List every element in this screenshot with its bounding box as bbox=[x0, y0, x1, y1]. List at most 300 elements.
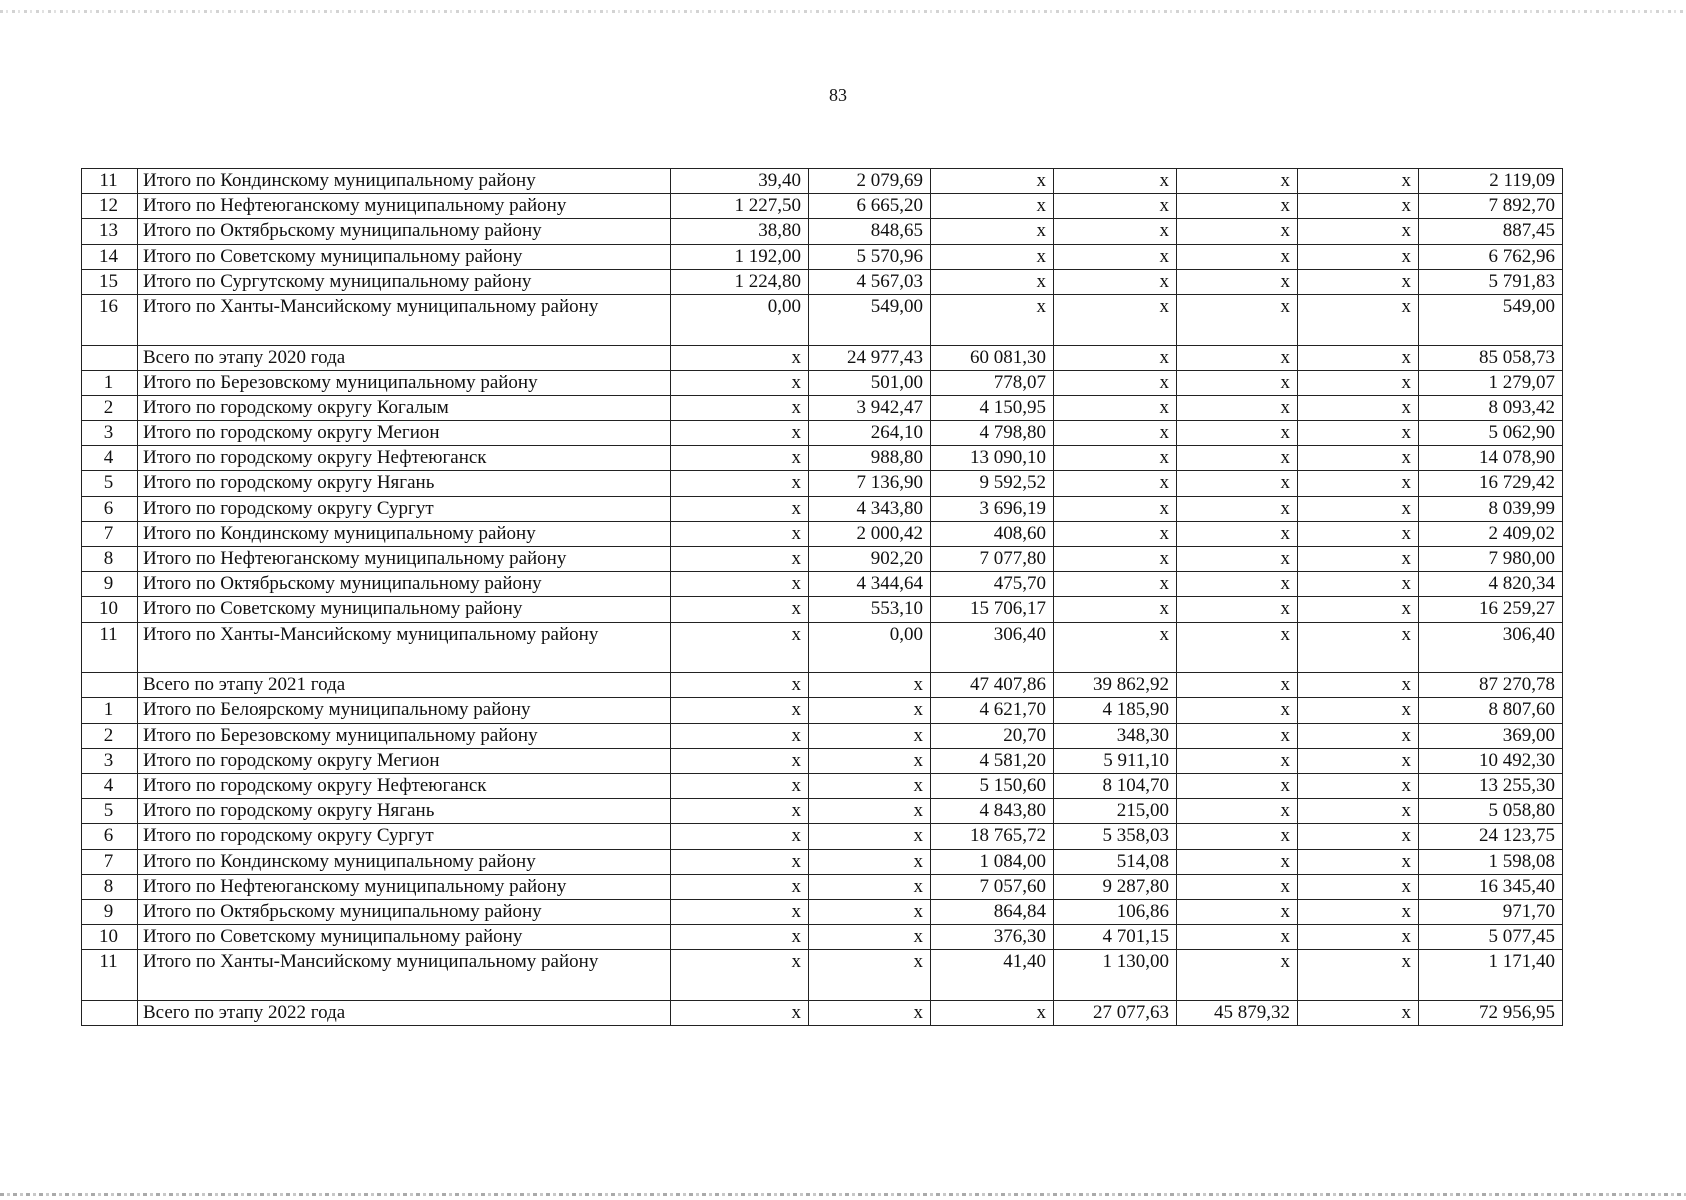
page-number: 83 bbox=[829, 85, 847, 105]
value-cell-4: х bbox=[1054, 547, 1177, 572]
value-cell-5: х bbox=[1177, 673, 1298, 698]
value-cell-3: 20,70 bbox=[931, 723, 1054, 748]
value-cell-2: 2 079,69 bbox=[809, 169, 931, 194]
value-cell-4: х bbox=[1054, 471, 1177, 496]
value-cell-4: 348,30 bbox=[1054, 723, 1177, 748]
value-cell-4: х bbox=[1054, 521, 1177, 546]
value-cell-1: х bbox=[671, 748, 809, 773]
row-name-cell: Итого по Сургутскому муниципальному району bbox=[138, 269, 671, 294]
value-cell-3: х bbox=[931, 244, 1054, 269]
total-cell: 7 980,00 bbox=[1419, 547, 1563, 572]
value-cell-1: 1 227,50 bbox=[671, 194, 809, 219]
table-row bbox=[82, 925, 1563, 950]
value-cell-4: 5 358,03 bbox=[1054, 824, 1177, 849]
value-cell-6: х bbox=[1298, 925, 1419, 950]
value-cell-6: х bbox=[1298, 597, 1419, 622]
row-name-cell: Итого по Советскому муниципальному району bbox=[138, 244, 671, 269]
value-cell-5: х bbox=[1177, 799, 1298, 824]
value-cell-5: х bbox=[1177, 244, 1298, 269]
value-cell-5: х bbox=[1177, 194, 1298, 219]
value-cell-5: 45 879,32 bbox=[1177, 1000, 1298, 1025]
value-cell-2: х bbox=[809, 1000, 931, 1025]
total-cell: 1 279,07 bbox=[1419, 370, 1563, 395]
value-cell-4: х bbox=[1054, 622, 1177, 673]
row-name-cell: Итого по городскому округу Когалым bbox=[138, 395, 671, 420]
value-cell-2: х bbox=[809, 723, 931, 748]
value-cell-6: х bbox=[1298, 723, 1419, 748]
value-cell-6: х bbox=[1298, 294, 1419, 345]
value-cell-4: х bbox=[1054, 496, 1177, 521]
value-cell-3: 475,70 bbox=[931, 572, 1054, 597]
value-cell-5: х bbox=[1177, 471, 1298, 496]
row-name-cell: Итого по городскому округу Нягань bbox=[138, 471, 671, 496]
value-cell-4: 5 911,10 bbox=[1054, 748, 1177, 773]
row-number-cell: 15 bbox=[82, 269, 138, 294]
total-cell: 5 058,80 bbox=[1419, 799, 1563, 824]
value-cell-5: х bbox=[1177, 748, 1298, 773]
value-cell-3: х bbox=[931, 1000, 1054, 1025]
row-name-cell: Итого по городскому округу Мегион bbox=[138, 748, 671, 773]
value-cell-1: х bbox=[671, 496, 809, 521]
value-cell-2: х bbox=[809, 874, 931, 899]
row-name-cell: Итого по Октябрьскому муниципальному району bbox=[138, 572, 671, 597]
value-cell-1: х bbox=[671, 698, 809, 723]
value-cell-1: х bbox=[671, 572, 809, 597]
value-cell-2: 2 000,42 bbox=[809, 521, 931, 546]
value-cell-1: х bbox=[671, 799, 809, 824]
table-row bbox=[82, 395, 1563, 420]
value-cell-3: 18 765,72 bbox=[931, 824, 1054, 849]
total-cell: 87 270,78 bbox=[1419, 673, 1563, 698]
table-row bbox=[82, 622, 1563, 673]
row-number-cell: 9 bbox=[82, 899, 138, 924]
value-cell-5: х bbox=[1177, 395, 1298, 420]
table-row bbox=[82, 799, 1563, 824]
value-cell-1: х bbox=[671, 723, 809, 748]
table-row bbox=[82, 219, 1563, 244]
value-cell-2: х bbox=[809, 799, 931, 824]
row-number-cell bbox=[82, 673, 138, 698]
value-cell-1: х bbox=[671, 622, 809, 673]
value-cell-5: х bbox=[1177, 824, 1298, 849]
row-number-cell: 2 bbox=[82, 395, 138, 420]
row-number-cell: 11 bbox=[82, 622, 138, 673]
row-name-cell: Итого по Белоярскому муниципальному району bbox=[138, 698, 671, 723]
value-cell-1: х bbox=[671, 673, 809, 698]
value-cell-1: х bbox=[671, 471, 809, 496]
value-cell-2: 4 344,64 bbox=[809, 572, 931, 597]
total-cell: 5 062,90 bbox=[1419, 421, 1563, 446]
row-number-cell: 10 bbox=[82, 925, 138, 950]
value-cell-6: х bbox=[1298, 950, 1419, 1001]
summary-row bbox=[82, 673, 1563, 698]
value-cell-4: х bbox=[1054, 597, 1177, 622]
row-number-cell: 8 bbox=[82, 874, 138, 899]
value-cell-6: х bbox=[1298, 370, 1419, 395]
value-cell-2: 3 942,47 bbox=[809, 395, 931, 420]
value-cell-2: 902,20 bbox=[809, 547, 931, 572]
row-name-cell: Итого по Ханты-Мансийскому муниципальному району bbox=[138, 950, 671, 1001]
row-name-cell: Всего по этапу 2020 года bbox=[138, 345, 671, 370]
value-cell-4: 514,08 bbox=[1054, 849, 1177, 874]
value-cell-6: х bbox=[1298, 799, 1419, 824]
row-name-cell: Итого по Кондинскому муниципальному району bbox=[138, 849, 671, 874]
value-cell-1: х bbox=[671, 1000, 809, 1025]
row-name-cell: Итого по Березовскому муниципальному району bbox=[138, 370, 671, 395]
value-cell-3: 7 077,80 bbox=[931, 547, 1054, 572]
value-cell-5: х bbox=[1177, 723, 1298, 748]
value-cell-5: х bbox=[1177, 294, 1298, 345]
total-cell: 887,45 bbox=[1419, 219, 1563, 244]
table-row bbox=[82, 244, 1563, 269]
row-name-cell: Всего по этапу 2022 года bbox=[138, 1000, 671, 1025]
value-cell-1: х bbox=[671, 345, 809, 370]
value-cell-5: х bbox=[1177, 370, 1298, 395]
value-cell-5: х bbox=[1177, 773, 1298, 798]
value-cell-6: х bbox=[1298, 622, 1419, 673]
value-cell-1: х bbox=[671, 421, 809, 446]
row-number-cell: 6 bbox=[82, 824, 138, 849]
value-cell-4: х bbox=[1054, 194, 1177, 219]
total-cell: 2 119,09 bbox=[1419, 169, 1563, 194]
value-cell-5: х bbox=[1177, 269, 1298, 294]
table-row bbox=[82, 723, 1563, 748]
table-row bbox=[82, 294, 1563, 345]
scan-edge-bottom bbox=[0, 1193, 1686, 1196]
row-number-cell: 2 bbox=[82, 723, 138, 748]
value-cell-2: 24 977,43 bbox=[809, 345, 931, 370]
value-cell-3: 41,40 bbox=[931, 950, 1054, 1001]
value-cell-1: 1 224,80 bbox=[671, 269, 809, 294]
table-body bbox=[82, 169, 1563, 1026]
row-name-cell: Итого по городскому округу Нефтеюганск bbox=[138, 773, 671, 798]
table-row bbox=[82, 748, 1563, 773]
row-number-cell: 7 bbox=[82, 521, 138, 546]
value-cell-3: 864,84 bbox=[931, 899, 1054, 924]
value-cell-1: х bbox=[671, 824, 809, 849]
value-cell-4: 8 104,70 bbox=[1054, 773, 1177, 798]
row-name-cell: Итого по Нефтеюганскому муниципальному району bbox=[138, 194, 671, 219]
value-cell-2: 553,10 bbox=[809, 597, 931, 622]
total-cell: 1 598,08 bbox=[1419, 849, 1563, 874]
value-cell-3: 9 592,52 bbox=[931, 471, 1054, 496]
row-number-cell: 8 bbox=[82, 547, 138, 572]
value-cell-1: х bbox=[671, 521, 809, 546]
value-cell-5: х bbox=[1177, 345, 1298, 370]
value-cell-2: 264,10 bbox=[809, 421, 931, 446]
row-number-cell: 14 bbox=[82, 244, 138, 269]
value-cell-5: х bbox=[1177, 899, 1298, 924]
total-cell: 6 762,96 bbox=[1419, 244, 1563, 269]
row-name-cell: Итого по Кондинскому муниципальному району bbox=[138, 521, 671, 546]
value-cell-4: х bbox=[1054, 219, 1177, 244]
table-row bbox=[82, 572, 1563, 597]
value-cell-6: х bbox=[1298, 698, 1419, 723]
row-name-cell: Итого по Ханты-Мансийскому муниципальному району bbox=[138, 622, 671, 673]
table-row bbox=[82, 597, 1563, 622]
value-cell-1: х bbox=[671, 925, 809, 950]
value-cell-5: х bbox=[1177, 421, 1298, 446]
value-cell-2: 501,00 bbox=[809, 370, 931, 395]
total-cell: 16 259,27 bbox=[1419, 597, 1563, 622]
value-cell-6: х bbox=[1298, 773, 1419, 798]
row-number-cell: 4 bbox=[82, 773, 138, 798]
value-cell-5: х bbox=[1177, 496, 1298, 521]
row-number-cell: 1 bbox=[82, 698, 138, 723]
total-cell: 16 345,40 bbox=[1419, 874, 1563, 899]
value-cell-5: х bbox=[1177, 219, 1298, 244]
row-name-cell: Итого по городскому округу Мегион bbox=[138, 421, 671, 446]
value-cell-3: х bbox=[931, 294, 1054, 345]
value-cell-2: х bbox=[809, 698, 931, 723]
value-cell-4: 106,86 bbox=[1054, 899, 1177, 924]
value-cell-2: х bbox=[809, 673, 931, 698]
row-name-cell: Итого по Советскому муниципальному району bbox=[138, 925, 671, 950]
scan-edge-top bbox=[0, 10, 1686, 13]
total-cell: 13 255,30 bbox=[1419, 773, 1563, 798]
total-cell: 8 093,42 bbox=[1419, 395, 1563, 420]
row-number-cell: 16 bbox=[82, 294, 138, 345]
value-cell-4: х bbox=[1054, 269, 1177, 294]
value-cell-3: х bbox=[931, 269, 1054, 294]
value-cell-6: х bbox=[1298, 169, 1419, 194]
value-cell-3: х bbox=[931, 169, 1054, 194]
value-cell-6: х bbox=[1298, 244, 1419, 269]
row-name-cell: Итого по Ханты-Мансийскому муниципальному району bbox=[138, 294, 671, 345]
value-cell-4: х bbox=[1054, 345, 1177, 370]
value-cell-5: х bbox=[1177, 572, 1298, 597]
row-number-cell: 5 bbox=[82, 471, 138, 496]
value-cell-6: х bbox=[1298, 572, 1419, 597]
value-cell-4: 9 287,80 bbox=[1054, 874, 1177, 899]
row-name-cell: Итого по городскому округу Нефтеюганск bbox=[138, 446, 671, 471]
value-cell-2: х bbox=[809, 849, 931, 874]
row-number-cell: 10 bbox=[82, 597, 138, 622]
value-cell-3: 4 621,70 bbox=[931, 698, 1054, 723]
value-cell-5: х bbox=[1177, 849, 1298, 874]
value-cell-6: х bbox=[1298, 269, 1419, 294]
row-number-cell: 9 bbox=[82, 572, 138, 597]
value-cell-4: 4 701,15 bbox=[1054, 925, 1177, 950]
value-cell-1: х bbox=[671, 899, 809, 924]
value-cell-3: 408,60 bbox=[931, 521, 1054, 546]
row-number-cell: 3 bbox=[82, 421, 138, 446]
value-cell-3: 47 407,86 bbox=[931, 673, 1054, 698]
total-cell: 306,40 bbox=[1419, 622, 1563, 673]
total-cell: 1 171,40 bbox=[1419, 950, 1563, 1001]
value-cell-5: х bbox=[1177, 521, 1298, 546]
row-name-cell: Итого по Нефтеюганскому муниципальному району bbox=[138, 547, 671, 572]
row-number-cell: 6 bbox=[82, 496, 138, 521]
value-cell-5: х bbox=[1177, 874, 1298, 899]
value-cell-6: х bbox=[1298, 219, 1419, 244]
value-cell-1: 0,00 bbox=[671, 294, 809, 345]
value-cell-2: х bbox=[809, 748, 931, 773]
value-cell-3: 15 706,17 bbox=[931, 597, 1054, 622]
value-cell-4: х bbox=[1054, 294, 1177, 345]
value-cell-2: 4 567,03 bbox=[809, 269, 931, 294]
row-number-cell: 11 bbox=[82, 169, 138, 194]
row-name-cell: Итого по Советскому муниципальному району bbox=[138, 597, 671, 622]
value-cell-4: 27 077,63 bbox=[1054, 1000, 1177, 1025]
row-name-cell: Всего по этапу 2021 года bbox=[138, 673, 671, 698]
table-row bbox=[82, 773, 1563, 798]
value-cell-2: 4 343,80 bbox=[809, 496, 931, 521]
total-cell: 549,00 bbox=[1419, 294, 1563, 345]
table-row bbox=[82, 899, 1563, 924]
value-cell-2: 848,65 bbox=[809, 219, 931, 244]
value-cell-2: х bbox=[809, 950, 931, 1001]
data-table bbox=[81, 168, 1563, 1026]
value-cell-4: 1 130,00 bbox=[1054, 950, 1177, 1001]
value-cell-5: х bbox=[1177, 925, 1298, 950]
total-cell: 5 077,45 bbox=[1419, 925, 1563, 950]
value-cell-3: 1 084,00 bbox=[931, 849, 1054, 874]
value-cell-3: 60 081,30 bbox=[931, 345, 1054, 370]
value-cell-2: 7 136,90 bbox=[809, 471, 931, 496]
value-cell-6: х bbox=[1298, 874, 1419, 899]
row-number-cell: 12 bbox=[82, 194, 138, 219]
value-cell-4: х bbox=[1054, 244, 1177, 269]
value-cell-3: 4 798,80 bbox=[931, 421, 1054, 446]
value-cell-1: х bbox=[671, 547, 809, 572]
table-row bbox=[82, 698, 1563, 723]
value-cell-2: х bbox=[809, 899, 931, 924]
value-cell-4: х bbox=[1054, 421, 1177, 446]
value-cell-2: х bbox=[809, 925, 931, 950]
summary-row bbox=[82, 1000, 1563, 1025]
row-name-cell: Итого по городскому округу Сургут bbox=[138, 496, 671, 521]
row-number-cell: 7 bbox=[82, 849, 138, 874]
value-cell-6: х bbox=[1298, 421, 1419, 446]
table-row bbox=[82, 169, 1563, 194]
value-cell-4: х bbox=[1054, 572, 1177, 597]
value-cell-5: х bbox=[1177, 169, 1298, 194]
row-name-cell: Итого по Нефтеюганскому муниципальному району bbox=[138, 874, 671, 899]
total-cell: 10 492,30 bbox=[1419, 748, 1563, 773]
total-cell: 971,70 bbox=[1419, 899, 1563, 924]
value-cell-1: х bbox=[671, 395, 809, 420]
total-cell: 7 892,70 bbox=[1419, 194, 1563, 219]
row-name-cell: Итого по городскому округу Сургут bbox=[138, 824, 671, 849]
table-row bbox=[82, 370, 1563, 395]
value-cell-3: 306,40 bbox=[931, 622, 1054, 673]
value-cell-6: х bbox=[1298, 547, 1419, 572]
value-cell-6: х bbox=[1298, 521, 1419, 546]
row-number-cell bbox=[82, 1000, 138, 1025]
table-row bbox=[82, 547, 1563, 572]
value-cell-1: 39,40 bbox=[671, 169, 809, 194]
value-cell-4: х bbox=[1054, 169, 1177, 194]
value-cell-2: х bbox=[809, 824, 931, 849]
table-row bbox=[82, 194, 1563, 219]
value-cell-1: 38,80 bbox=[671, 219, 809, 244]
value-cell-4: х bbox=[1054, 370, 1177, 395]
value-cell-6: х bbox=[1298, 395, 1419, 420]
value-cell-6: х bbox=[1298, 345, 1419, 370]
value-cell-5: х bbox=[1177, 950, 1298, 1001]
value-cell-1: х bbox=[671, 773, 809, 798]
value-cell-2: 0,00 bbox=[809, 622, 931, 673]
value-cell-3: 5 150,60 bbox=[931, 773, 1054, 798]
value-cell-6: х bbox=[1298, 496, 1419, 521]
total-cell: 2 409,02 bbox=[1419, 521, 1563, 546]
value-cell-6: х bbox=[1298, 899, 1419, 924]
total-cell: 16 729,42 bbox=[1419, 471, 1563, 496]
total-cell: 85 058,73 bbox=[1419, 345, 1563, 370]
value-cell-5: х bbox=[1177, 446, 1298, 471]
value-cell-3: 4 150,95 bbox=[931, 395, 1054, 420]
table-row bbox=[82, 471, 1563, 496]
total-cell: 14 078,90 bbox=[1419, 446, 1563, 471]
value-cell-4: х bbox=[1054, 446, 1177, 471]
total-cell: 5 791,83 bbox=[1419, 269, 1563, 294]
value-cell-4: х bbox=[1054, 395, 1177, 420]
value-cell-5: х bbox=[1177, 547, 1298, 572]
table-row bbox=[82, 950, 1563, 1001]
value-cell-3: 3 696,19 bbox=[931, 496, 1054, 521]
value-cell-6: х bbox=[1298, 824, 1419, 849]
value-cell-1: 1 192,00 bbox=[671, 244, 809, 269]
value-cell-4: 4 185,90 bbox=[1054, 698, 1177, 723]
value-cell-6: х bbox=[1298, 673, 1419, 698]
value-cell-3: 778,07 bbox=[931, 370, 1054, 395]
value-cell-1: х bbox=[671, 446, 809, 471]
value-cell-6: х bbox=[1298, 194, 1419, 219]
value-cell-6: х bbox=[1298, 1000, 1419, 1025]
total-cell: 24 123,75 bbox=[1419, 824, 1563, 849]
row-name-cell: Итого по Октябрьскому муниципальному району bbox=[138, 219, 671, 244]
value-cell-3: 4 581,20 bbox=[931, 748, 1054, 773]
row-number-cell: 4 bbox=[82, 446, 138, 471]
value-cell-1: х bbox=[671, 874, 809, 899]
value-cell-6: х bbox=[1298, 471, 1419, 496]
row-name-cell: Итого по Октябрьскому муниципальному району bbox=[138, 899, 671, 924]
value-cell-3: 376,30 bbox=[931, 925, 1054, 950]
summary-row bbox=[82, 345, 1563, 370]
table-row bbox=[82, 421, 1563, 446]
value-cell-1: х bbox=[671, 370, 809, 395]
value-cell-2: 6 665,20 bbox=[809, 194, 931, 219]
row-number-cell: 11 bbox=[82, 950, 138, 1001]
row-number-cell: 13 bbox=[82, 219, 138, 244]
total-cell: 72 956,95 bbox=[1419, 1000, 1563, 1025]
value-cell-6: х bbox=[1298, 849, 1419, 874]
value-cell-5: х bbox=[1177, 622, 1298, 673]
row-name-cell: Итого по городскому округу Нягань bbox=[138, 799, 671, 824]
value-cell-5: х bbox=[1177, 698, 1298, 723]
value-cell-2: х bbox=[809, 773, 931, 798]
value-cell-6: х bbox=[1298, 748, 1419, 773]
value-cell-2: 988,80 bbox=[809, 446, 931, 471]
row-name-cell: Итого по Кондинскому муниципальному району bbox=[138, 169, 671, 194]
value-cell-3: 7 057,60 bbox=[931, 874, 1054, 899]
row-number-cell: 5 bbox=[82, 799, 138, 824]
row-number-cell: 3 bbox=[82, 748, 138, 773]
total-cell: 8 039,99 bbox=[1419, 496, 1563, 521]
total-cell: 4 820,34 bbox=[1419, 572, 1563, 597]
value-cell-3: х bbox=[931, 219, 1054, 244]
row-number-cell: 1 bbox=[82, 370, 138, 395]
row-number-cell bbox=[82, 345, 138, 370]
table-row bbox=[82, 269, 1563, 294]
value-cell-3: х bbox=[931, 194, 1054, 219]
table-row bbox=[82, 824, 1563, 849]
value-cell-2: 5 570,96 bbox=[809, 244, 931, 269]
value-cell-2: 549,00 bbox=[809, 294, 931, 345]
value-cell-4: 215,00 bbox=[1054, 799, 1177, 824]
value-cell-5: х bbox=[1177, 597, 1298, 622]
